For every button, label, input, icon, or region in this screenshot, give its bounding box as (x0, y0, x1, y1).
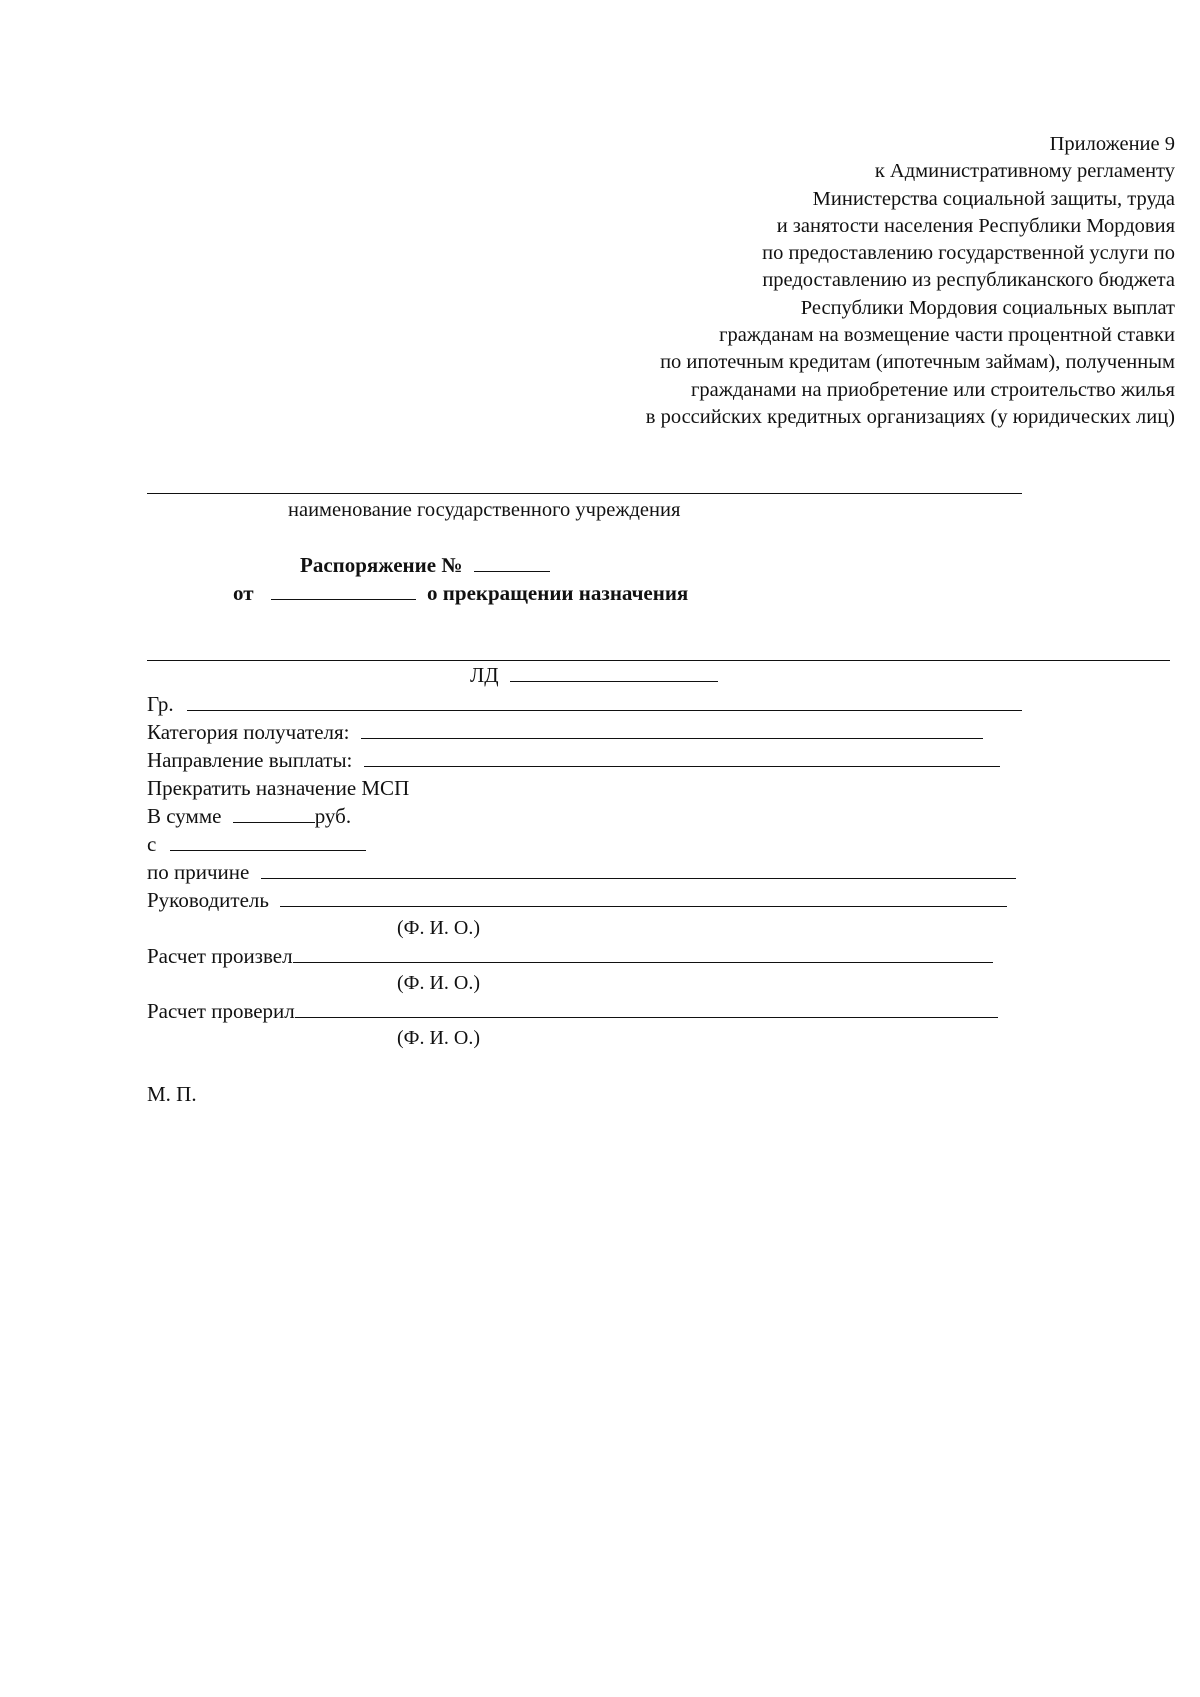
from-date-label: с (147, 832, 157, 856)
reason-field (261, 877, 1016, 879)
sum-row (147, 806, 351, 827)
from-date-row (147, 834, 366, 855)
sum-field (233, 821, 315, 823)
head-label: Руководитель (147, 888, 269, 912)
header-line: к Административному регламенту (874, 160, 1175, 183)
fio-caption: (Ф. И. О.) (397, 1027, 481, 1049)
header-line: гражданами на приобретение или строительство жилья (690, 378, 1175, 401)
sum-label: В сумме (147, 804, 222, 828)
separator-line (147, 660, 1170, 661)
header-line: Приложение 9 (1049, 133, 1175, 155)
ld-field (510, 680, 718, 682)
direction-field (364, 765, 1000, 767)
fio-caption: (Ф. И. О.) (397, 972, 481, 994)
calc-checked-field (295, 1016, 998, 1018)
header-line: предоставлению из республиканского бюджета (762, 269, 1175, 292)
institution-name-line (147, 493, 1022, 494)
order-number-field (474, 570, 550, 572)
category-field (361, 737, 983, 739)
order-from-label: от (233, 581, 254, 605)
reason-row (147, 862, 1016, 883)
sum-unit: руб. (314, 804, 352, 828)
citizen-row (147, 694, 1022, 715)
citizen-field (187, 709, 1022, 711)
header-line: Министерства социальной защиты, труда (812, 187, 1175, 210)
institution-caption: наименование государственного учреждения (288, 499, 681, 521)
header-line: по предоставлению государственной услуги по (762, 242, 1175, 265)
stamp-place: М. П. (147, 1082, 197, 1106)
from-date-field (170, 849, 366, 851)
head-row (147, 890, 1007, 911)
calc-checked-label: Расчет проверил (147, 999, 295, 1023)
header-line: по ипотечным кредитам (ипотечным займам), полученным (660, 351, 1175, 374)
order-title (300, 555, 550, 576)
ld-label: ЛД (470, 663, 499, 687)
header-line: и занятости населения Республики Мордовия (776, 214, 1175, 237)
fio-caption: (Ф. И. О.) (397, 917, 481, 939)
category-row (147, 722, 983, 743)
order-subtitle (233, 583, 688, 604)
calc-made-label: Расчет произвел (147, 944, 293, 968)
order-date-field (271, 598, 416, 600)
ld-row (470, 665, 718, 686)
reason-label: по причине (147, 860, 250, 884)
calc-made-row (147, 946, 993, 967)
header-line: Республики Мордовия социальных выплат (800, 296, 1175, 319)
direction-label: Направление выплаты: (147, 748, 353, 772)
appendix-header (646, 131, 1175, 431)
header-line: в российских кредитных организациях (у юридических лиц) (645, 405, 1175, 428)
category-label: Категория получателя: (147, 720, 350, 744)
calc-made-field (293, 961, 993, 963)
terminate-label: Прекратить назначение МСП (147, 776, 410, 800)
header-line: гражданам на возмещение части процентной ставки (719, 324, 1175, 347)
direction-row (147, 750, 1000, 771)
order-subject: о прекращении назначения (427, 581, 689, 605)
citizen-label: Гр. (147, 692, 174, 716)
head-signature-field (280, 905, 1007, 907)
order-title-text: Распоряжение № (300, 553, 463, 577)
calc-checked-row (147, 1001, 998, 1022)
